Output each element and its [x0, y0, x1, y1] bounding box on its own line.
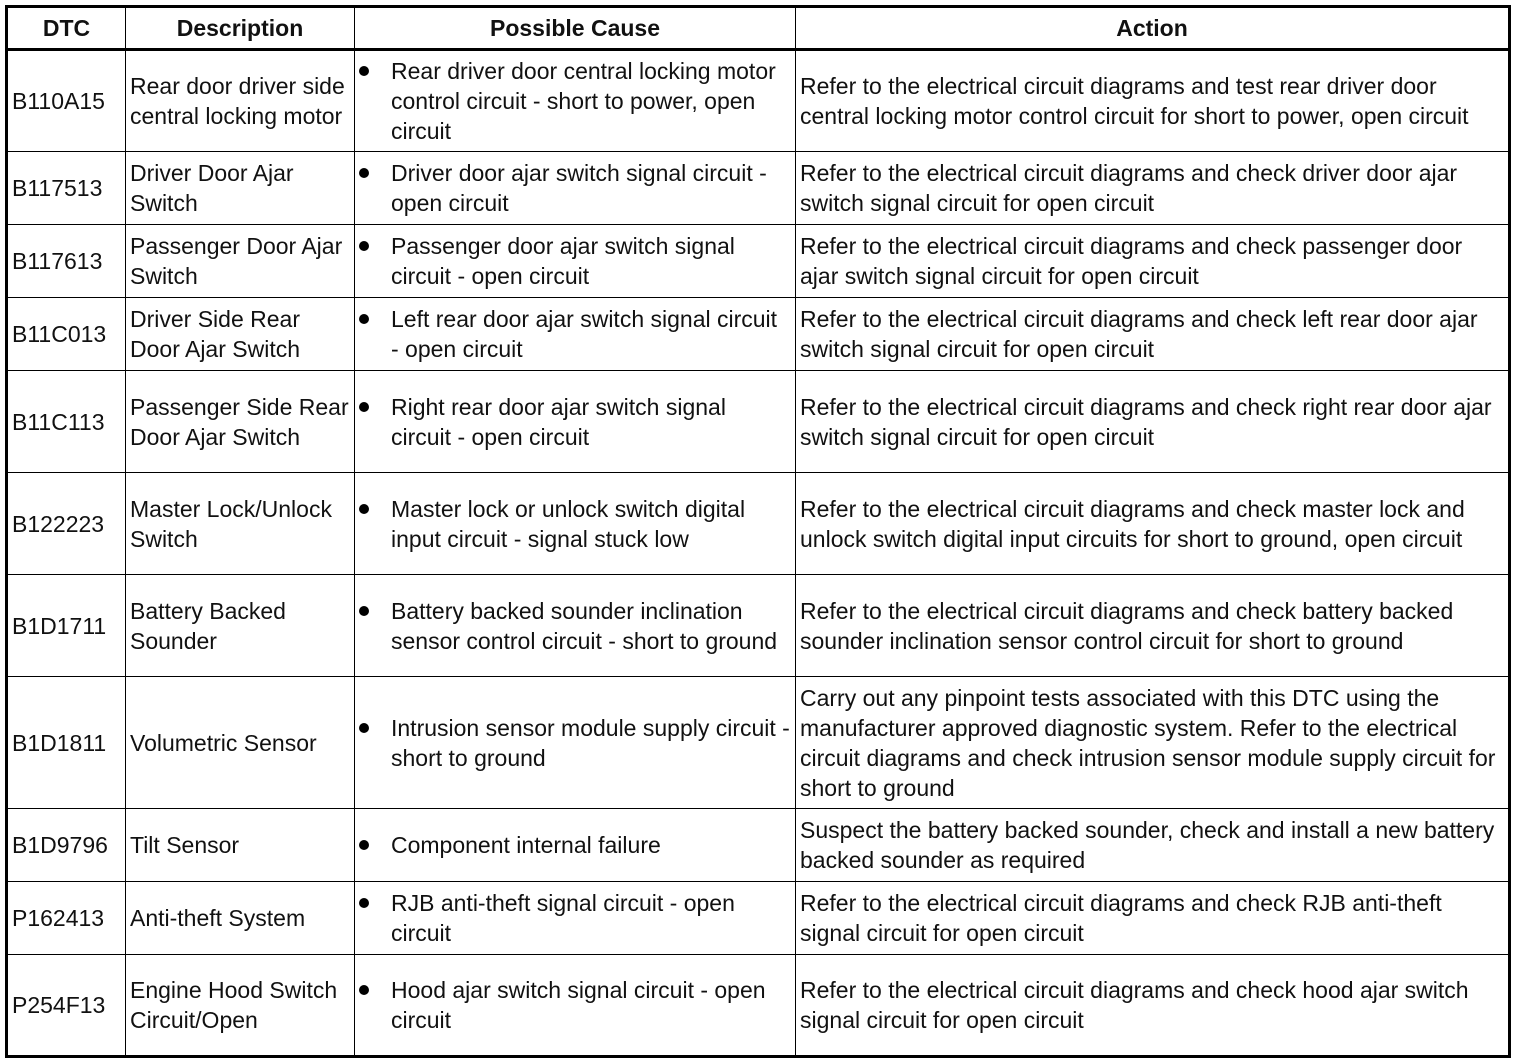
dtc-code-cell: B122223	[7, 473, 126, 575]
table-row	[7, 50, 1510, 152]
table-row	[7, 677, 1510, 809]
header-action: Action	[796, 7, 1510, 50]
dtc-table	[5, 5, 1511, 1058]
cause-bullet-item	[359, 596, 791, 656]
action-cell: Carry out any pinpoint tests associated with this DTC using the manufacturer approved diagnostic system. Refer to the electrical circuit diagrams and check intrusion sensor module supply circuit for short to ground	[796, 677, 1510, 809]
possible-cause-text: Right rear door ajar switch signal circuit - open circuit	[391, 393, 726, 450]
cause-bullet-item	[359, 975, 791, 1035]
action-cell: Refer to the electrical circuit diagrams and check right rear door ajar switch signal circuit for open circuit	[796, 371, 1510, 473]
possible-cause-text: Hood ajar switch signal circuit - open circuit	[391, 977, 766, 1033]
description-cell: Engine Hood Switch Circuit/Open	[126, 955, 355, 1057]
action-cell: Refer to the electrical circuit diagrams and test rear driver door central locking motor control circuit for short to power, open circuit	[796, 50, 1510, 152]
cause-bullet-item	[359, 830, 791, 860]
dtc-code-cell: B11C113	[7, 371, 126, 473]
possible-cause-cell	[355, 473, 796, 575]
cause-bullet-item	[359, 231, 791, 291]
dtc-code-cell: B110A15	[7, 50, 126, 152]
description-cell: Passenger Door Ajar Switch	[126, 225, 355, 298]
possible-cause-cell	[355, 371, 796, 473]
possible-cause-cell	[355, 50, 796, 152]
table-row	[7, 152, 1510, 225]
bullet-icon	[359, 840, 369, 850]
action-cell: Refer to the electrical circuit diagrams and check passenger door ajar switch signal circuit for open circuit	[796, 225, 1510, 298]
bullet-icon	[359, 241, 369, 251]
possible-cause-cell	[355, 955, 796, 1057]
bullet-icon	[359, 314, 369, 324]
bullet-icon	[359, 66, 369, 76]
dtc-code-cell: B117513	[7, 152, 126, 225]
table-row	[7, 473, 1510, 575]
possible-cause-text: RJB anti-theft signal circuit - open circuit	[391, 890, 735, 946]
possible-cause-cell	[355, 677, 796, 809]
bullet-icon	[359, 402, 369, 412]
action-cell: Refer to the electrical circuit diagrams and check RJB anti-theft signal circuit for open circuit	[796, 882, 1510, 955]
action-cell: Refer to the electrical circuit diagrams and check master lock and unlock switch digital input circuits for short to ground, open circuit	[796, 473, 1510, 575]
table-row	[7, 955, 1510, 1057]
possible-cause-cell	[355, 225, 796, 298]
description-cell: Driver Door Ajar Switch	[126, 152, 355, 225]
description-cell: Master Lock/Unlock Switch	[126, 473, 355, 575]
action-cell: Refer to the electrical circuit diagrams and check left rear door ajar switch signal circuit for open circuit	[796, 298, 1510, 371]
table-row	[7, 371, 1510, 473]
bullet-icon	[359, 723, 369, 733]
bullet-icon	[359, 606, 369, 616]
possible-cause-cell	[355, 575, 796, 677]
description-cell: Battery Backed Sounder	[126, 575, 355, 677]
possible-cause-text: Left rear door ajar switch signal circuit - open circuit	[391, 306, 778, 362]
table-header-row	[7, 7, 1510, 50]
action-cell: Refer to the electrical circuit diagrams and check battery backed sounder inclination sensor control circuit for short to ground	[796, 575, 1510, 677]
description-cell: Rear door driver side central locking motor	[126, 50, 355, 152]
header-possible-cause: Possible Cause	[355, 7, 796, 50]
dtc-code-cell: B117613	[7, 225, 126, 298]
cause-bullet-item	[359, 158, 791, 218]
table-row	[7, 575, 1510, 677]
possible-cause-cell	[355, 298, 796, 371]
description-cell: Driver Side Rear Door Ajar Switch	[126, 298, 355, 371]
possible-cause-text: Rear driver door central locking motor control circuit - short to power, open circuit	[391, 58, 776, 144]
dtc-code-cell: P254F13	[7, 955, 126, 1057]
possible-cause-text: Component internal failure	[391, 832, 661, 858]
cause-bullet-item	[359, 494, 791, 554]
bullet-icon	[359, 898, 369, 908]
dtc-code-cell: P162413	[7, 882, 126, 955]
possible-cause-cell	[355, 152, 796, 225]
possible-cause-text: Master lock or unlock switch digital input circuit - signal stuck low	[391, 495, 746, 552]
description-cell: Anti-theft System	[126, 882, 355, 955]
description-cell: Tilt Sensor	[126, 809, 355, 882]
header-description: Description	[126, 7, 355, 50]
table-row	[7, 809, 1510, 882]
action-cell: Suspect the battery backed sounder, check and install a new battery backed sounder as required	[796, 809, 1510, 882]
cause-bullet-item	[359, 56, 791, 146]
possible-cause-text: Passenger door ajar switch signal circuit - open circuit	[391, 233, 735, 289]
bullet-icon	[359, 168, 369, 178]
possible-cause-text: Intrusion sensor module supply circuit - short to ground	[391, 714, 790, 771]
bullet-icon	[359, 504, 369, 514]
possible-cause-text: Battery backed sounder inclination sensor control circuit - short to ground	[391, 597, 778, 654]
dtc-code-cell: B1D1811	[7, 677, 126, 809]
table-row	[7, 298, 1510, 371]
dtc-code-cell: B1D1711	[7, 575, 126, 677]
dtc-code-cell: B11C013	[7, 298, 126, 371]
description-cell: Passenger Side Rear Door Ajar Switch	[126, 371, 355, 473]
description-cell: Volumetric Sensor	[126, 677, 355, 809]
possible-cause-text: Driver door ajar switch signal circuit - open circuit	[391, 160, 767, 216]
cause-bullet-item	[359, 888, 791, 948]
table-row	[7, 225, 1510, 298]
table-row	[7, 882, 1510, 955]
possible-cause-cell	[355, 882, 796, 955]
action-cell: Refer to the electrical circuit diagrams and check driver door ajar switch signal circuit for open circuit	[796, 152, 1510, 225]
bullet-icon	[359, 985, 369, 995]
possible-cause-cell	[355, 809, 796, 882]
header-dtc: DTC	[7, 7, 126, 50]
cause-bullet-item	[359, 304, 791, 364]
dtc-code-cell: B1D9796	[7, 809, 126, 882]
cause-bullet-item	[359, 392, 791, 452]
cause-bullet-item	[359, 713, 791, 773]
action-cell: Refer to the electrical circuit diagrams and check hood ajar switch signal circuit for open circuit	[796, 955, 1510, 1057]
table-body	[7, 50, 1510, 1057]
